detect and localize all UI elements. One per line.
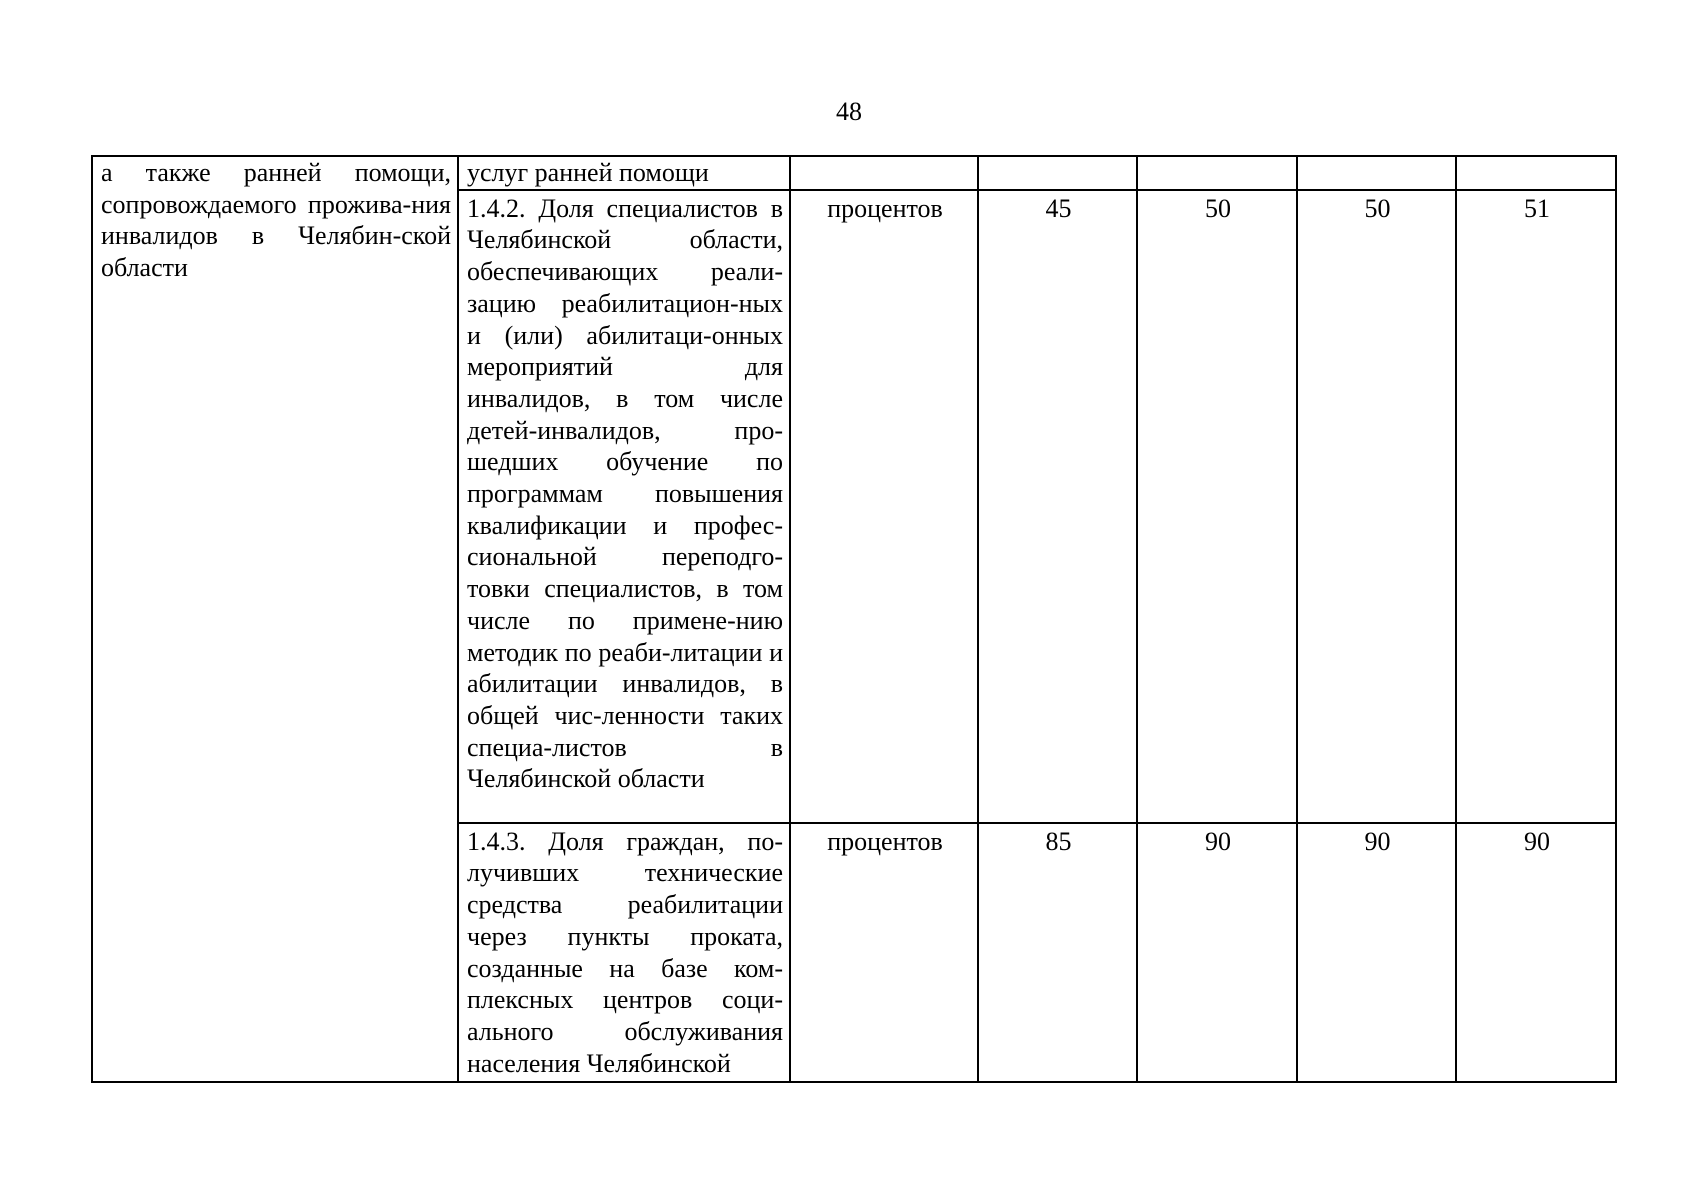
unit-cell: процентов: [790, 190, 978, 823]
unit-cell: [790, 156, 978, 190]
unit-cell: процентов: [790, 823, 978, 1083]
value-cell: 90: [1137, 823, 1297, 1083]
value-cell: [978, 156, 1137, 190]
value-cell: 50: [1297, 190, 1456, 823]
indicator-cell: 1.4.3. Доля граждан, по-лучивших технические средства реабилитации через пункты проката, созданные на базе ком-плексных центров соци-ального обслуживания населения Челябинской: [458, 823, 790, 1083]
value-cell: [1297, 156, 1456, 190]
value-cell: 50: [1137, 190, 1297, 823]
value-cell: [1456, 156, 1616, 190]
table-row: [92, 156, 1616, 190]
indicator-cell: услуг ранней помощи: [458, 156, 790, 190]
value-cell: 85: [978, 823, 1137, 1083]
value-cell: [1137, 156, 1297, 190]
page-number: 48: [836, 97, 862, 126]
indicator-cell: 1.4.2. Доля специалистов в Челябинской области, обеспечивающих реали-зацию реабилитацион-ных и (или) абилитаци-онных мероприятий для инвалидов, в том числе детей-инвалидов, про-шедших обучение по программам повышения квалификации и профес-сиональной переподго-товки специалистов, в том числе по примене-нию методик по реаби-литации и абилитации инвалидов, в общей чис-ленности таких специа-листов в Челябинской области: [458, 190, 790, 823]
value-cell: 90: [1297, 823, 1456, 1083]
value-cell: 51: [1456, 190, 1616, 823]
indicators-table: [91, 155, 1617, 1083]
value-cell: 45: [978, 190, 1137, 823]
value-cell: 90: [1456, 823, 1616, 1083]
goal-cell: а также ранней помощи, сопровождаемого прожива-ния инвалидов в Челябин-ской области: [92, 156, 458, 1082]
